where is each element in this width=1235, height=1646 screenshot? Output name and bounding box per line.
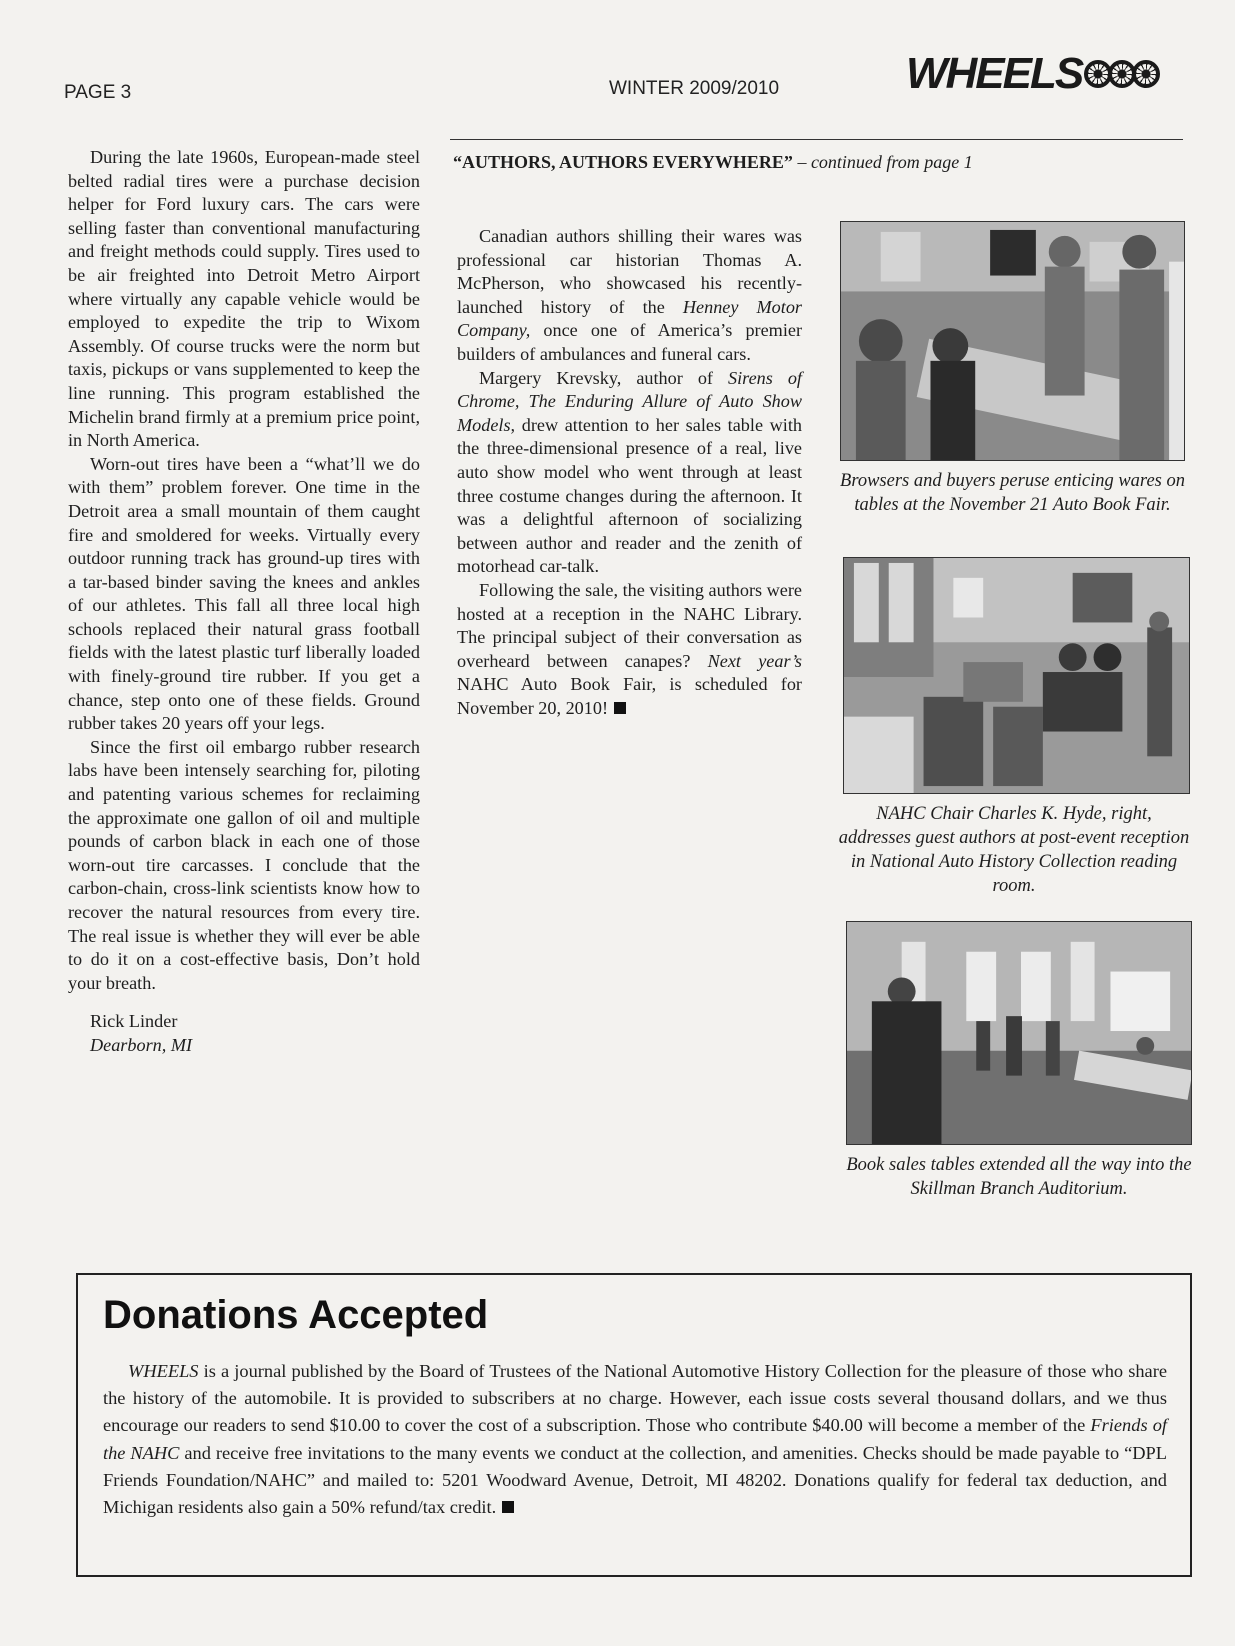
left-column — [68, 146, 420, 1057]
donations-heading: Donations Accepted — [103, 1293, 489, 1337]
article-paragraph: Canadian authors shilling their wares was professional car historian Thomas A. McPherson, who showcased his recently-launched history of the Henney Motor Company, once one of America’s premier builders of ambulances and funeral cars. — [457, 226, 802, 364]
left-paragraph: During the late 1960s, European-made steel belted radial tires were a purchase decision helper for Ford luxury cars. The cars were selling faster than conventional manufacturing and freight methods could supply. Tires used to be air freighted into Detroit Metro Airport where virtually any capable vehicle would be employed to expedite the trip to Wixom Assembly. Of course trucks were the norm but taxis, pickups or vans supplemented to keep the line running. This program established the Michelin brand firmly at a premium price point, in North America. — [68, 147, 420, 451]
issue-date: WINTER 2009/2010 — [609, 78, 780, 99]
signature-name: Rick Linder — [90, 1011, 178, 1032]
donations-text: WHEELS is a journal published by the Board of Trustees of the National Automotive History Collection for the pleasure of those who share the history of the automobile. It is provided to subscribers at no charge. However, each issue costs several thousand dollars, and we thus encourage our readers to send $10.00 to cover the cost of a subscription. Those who contribute $40.00 will become a member of the Friends of the NAHC and receive free invitations to the many events we conduct at the collection, and amenities. Checks should be made payable to “DPL Friends Foundation/NAHC” and mailed to: 5201 Woodward Avenue, Detroit, MI 48202. Donations qualify for federal tax deduction, and Michigan residents also gain a 50% refund/tax credit. — [103, 1361, 1167, 1518]
left-paragraph: Since the first oil embargo rubber research labs have been intensely searching for, piloting and patenting various schemes for reclaiming the approximate one gallon of oil and multiple pounds of carbon black in each one of those worn-out tire carcasses. I conclude that the carbon-chain, cross-link scientists know how to recover the natural resources from every tire. The real issue is whether they will ever be able to do it on a cost-effective basis, Don’t hold your breath. — [68, 736, 420, 993]
logo-text: WHEELS — [906, 49, 1083, 98]
left-paragraph: Worn-out tires have been a “what’ll we do with them” problem forever. One time in the Detroit area a small mountain of them caught fire and smoldered for weeks. Virtually every outdoor running track has ground-up tires with a tar-based binder saving the knees and ankles of our athletes. This fall all three local high schools replaced their natural grass football fields with the latest plastic turf liberally loaded with finely-ground tire rubber. If you get a chance, step onto one of these fields. Ground rubber takes 20 years off your legs. — [68, 453, 420, 734]
wheels-logo — [906, 50, 1176, 98]
continued-note: – continued from page 1 — [792, 152, 973, 172]
end-mark — [502, 1501, 514, 1513]
end-mark — [614, 702, 626, 714]
article-heading — [453, 152, 973, 173]
friends-name: Friends of the NAHC — [103, 1415, 1167, 1463]
photo-caption: Book sales tables extended all the way into the Skillman Branch Auditorium. — [846, 1155, 1192, 1199]
journal-name: WHEELS — [128, 1361, 199, 1381]
photo-reading-room — [843, 557, 1190, 794]
article-title: “AUTHORS, AUTHORS EVERYWHERE” — [453, 152, 793, 172]
photo-caption: NAHC Chair Charles K. Hyde, right, addresses guest authors at post-event reception in National Auto History Collection reading room. — [838, 804, 1190, 896]
photo-book-fair — [840, 221, 1185, 461]
article-body — [457, 225, 802, 720]
header-rule — [450, 139, 1183, 140]
photo-caption: Browsers and buyers peruse enticing wares on tables at the November 21 Auto Book Fair. — [840, 471, 1185, 515]
wheels-icon — [1088, 60, 1160, 88]
signature-place: Dearborn, MI — [90, 1035, 193, 1056]
article-paragraph: Margery Krevsky, author of Sirens of Chrome, The Enduring Allure of Auto Show Models, drew attention to her sales table with the three-dimensional presence of a real, live auto show model who went through at least three costume changes during the afternoon. It was a delightful afternoon of socializing between author and reader and the zenith of motorhead car-talk. — [457, 367, 802, 577]
photo-auditorium — [846, 921, 1192, 1145]
donations-box — [76, 1273, 1192, 1577]
article-paragraph: Following the sale, the visiting authors were hosted at a reception in the NAHC Library. The principal subject of their conversation as overheard between canapes? Next year’s NAHC Auto Book Fair, is scheduled for November 20, 2010! — [457, 579, 802, 718]
page-number: PAGE 3 — [64, 82, 132, 103]
